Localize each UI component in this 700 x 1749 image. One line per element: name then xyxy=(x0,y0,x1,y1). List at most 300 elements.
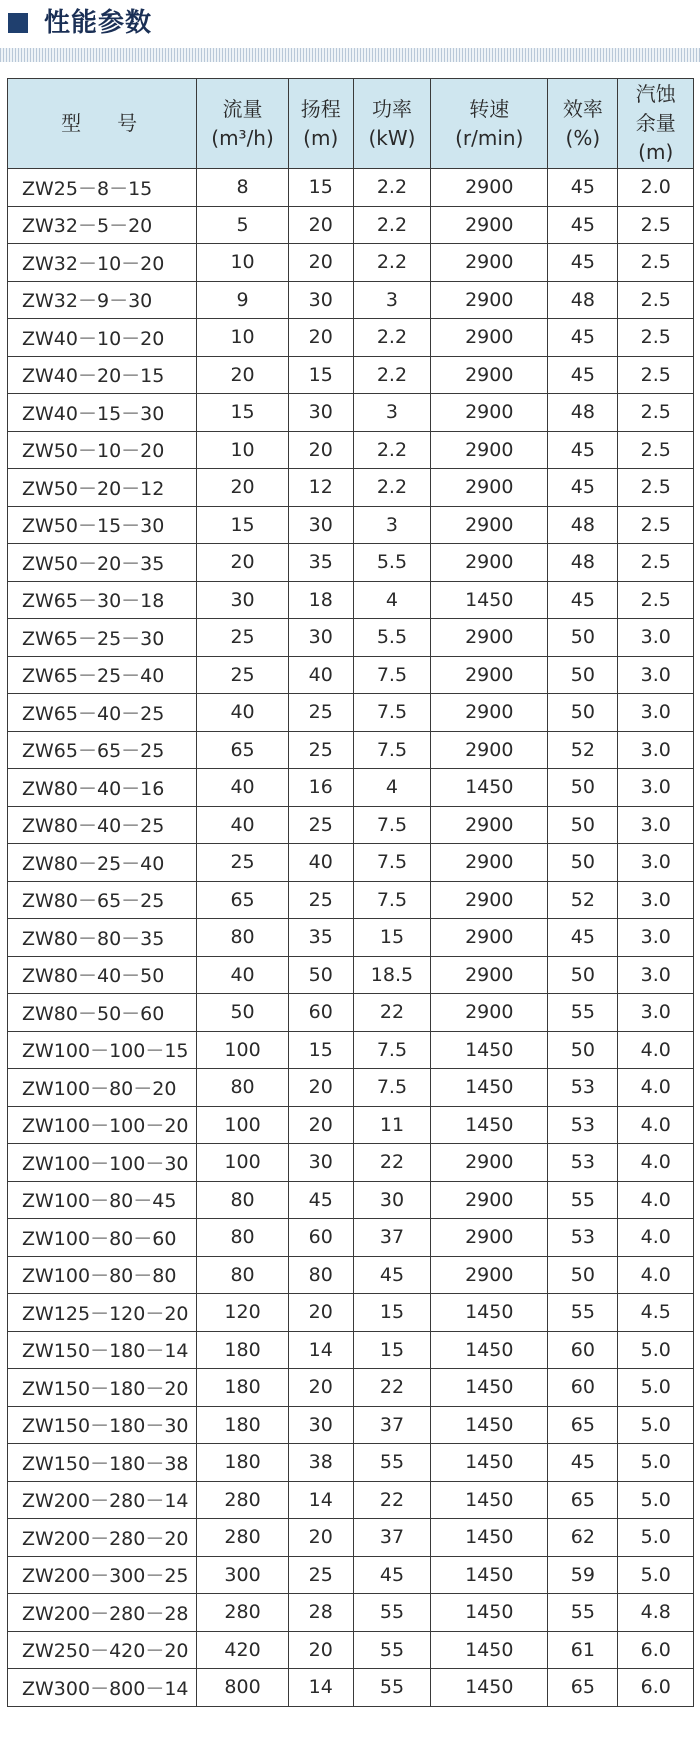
cell-power: 22 xyxy=(353,994,431,1032)
cell-power: 22 xyxy=(353,1369,431,1407)
cell-power: 55 xyxy=(353,1594,431,1632)
cell-model: ZW150－180－30 xyxy=(8,1406,197,1444)
cell-npsh: 5.0 xyxy=(618,1406,694,1444)
cell-efficiency: 53 xyxy=(548,1069,618,1107)
cell-model: ZW80－65－25 xyxy=(8,881,197,919)
cell-npsh: 5.0 xyxy=(618,1556,694,1594)
table-row xyxy=(8,1069,694,1107)
header-power-line: (kW) xyxy=(368,125,416,150)
cell-speed: 1450 xyxy=(431,1331,548,1369)
cell-flow: 65 xyxy=(197,731,288,769)
cell-head: 50 xyxy=(288,956,353,994)
cell-power: 18.5 xyxy=(353,956,431,994)
cell-flow: 280 xyxy=(197,1519,288,1557)
cell-efficiency: 65 xyxy=(548,1481,618,1519)
table-row xyxy=(8,356,694,394)
cell-efficiency: 45 xyxy=(548,244,618,282)
cell-efficiency: 50 xyxy=(548,769,618,807)
header-speed-line: (r/min) xyxy=(455,125,524,150)
cell-efficiency: 45 xyxy=(548,581,618,619)
cell-power: 2.2 xyxy=(353,169,431,207)
cell-model: ZW150－180－20 xyxy=(8,1369,197,1407)
cell-power: 7.5 xyxy=(353,694,431,732)
cell-efficiency: 50 xyxy=(548,619,618,657)
cell-head: 25 xyxy=(288,806,353,844)
header-npsh-line: (m) xyxy=(638,140,674,164)
table-row xyxy=(8,1556,694,1594)
cell-speed: 2900 xyxy=(431,169,548,207)
header-speed-line: 转速 xyxy=(469,96,510,121)
cell-speed: 2900 xyxy=(431,919,548,957)
cell-model: ZW200－280－14 xyxy=(8,1481,197,1519)
cell-model: ZW150－180－38 xyxy=(8,1444,197,1482)
cell-head: 20 xyxy=(288,319,353,357)
cell-flow: 180 xyxy=(197,1331,288,1369)
cell-efficiency: 62 xyxy=(548,1519,618,1557)
table-row xyxy=(8,1631,694,1669)
cell-head: 20 xyxy=(288,1294,353,1332)
cell-head: 14 xyxy=(288,1481,353,1519)
cell-efficiency: 50 xyxy=(548,694,618,732)
cell-flow: 20 xyxy=(197,469,288,507)
cell-npsh: 3.0 xyxy=(618,806,694,844)
cell-model: ZW50－20－35 xyxy=(8,544,197,582)
cell-head: 20 xyxy=(288,431,353,469)
cell-speed: 1450 xyxy=(431,1444,548,1482)
header-flow xyxy=(197,79,288,169)
table-row xyxy=(8,469,694,507)
cell-flow: 30 xyxy=(197,581,288,619)
table-row xyxy=(8,619,694,657)
cell-power: 55 xyxy=(353,1631,431,1669)
cell-speed: 2900 xyxy=(431,431,548,469)
table-row xyxy=(8,956,694,994)
cell-model: ZW65－30－18 xyxy=(8,581,197,619)
cell-npsh: 2.5 xyxy=(618,206,694,244)
cell-npsh: 2.5 xyxy=(618,431,694,469)
cell-head: 20 xyxy=(288,1106,353,1144)
cell-efficiency: 52 xyxy=(548,731,618,769)
table-row xyxy=(8,994,694,1032)
cell-efficiency: 55 xyxy=(548,1594,618,1632)
cell-flow: 100 xyxy=(197,1144,288,1182)
header-model xyxy=(8,79,197,169)
header-head xyxy=(288,79,353,169)
cell-power: 2.2 xyxy=(353,244,431,282)
cell-model: ZW100－80－80 xyxy=(8,1256,197,1294)
cell-speed: 2900 xyxy=(431,994,548,1032)
cell-flow: 5 xyxy=(197,206,288,244)
cell-speed: 1450 xyxy=(431,1481,548,1519)
table-header xyxy=(8,79,694,169)
table-row xyxy=(8,694,694,732)
cell-power: 7.5 xyxy=(353,844,431,882)
cell-model: ZW100－80－60 xyxy=(8,1219,197,1257)
cell-efficiency: 59 xyxy=(548,1556,618,1594)
cell-model: ZW40－15－30 xyxy=(8,394,197,432)
cell-speed: 2900 xyxy=(431,1144,548,1182)
header-model-line: 型号 xyxy=(61,111,174,135)
cell-flow: 15 xyxy=(197,506,288,544)
cell-model: ZW50－20－12 xyxy=(8,469,197,507)
table-row xyxy=(8,431,694,469)
cell-efficiency: 48 xyxy=(548,544,618,582)
cell-efficiency: 45 xyxy=(548,206,618,244)
cell-speed: 1450 xyxy=(431,1556,548,1594)
cell-efficiency: 60 xyxy=(548,1369,618,1407)
cell-head: 30 xyxy=(288,619,353,657)
cell-head: 15 xyxy=(288,169,353,207)
cell-head: 38 xyxy=(288,1444,353,1482)
cell-flow: 15 xyxy=(197,394,288,432)
cell-npsh: 2.5 xyxy=(618,469,694,507)
cell-power: 37 xyxy=(353,1519,431,1557)
table-row xyxy=(8,1519,694,1557)
cell-power: 4 xyxy=(353,769,431,807)
cell-npsh: 4.5 xyxy=(618,1294,694,1332)
cell-npsh: 3.0 xyxy=(618,844,694,882)
cell-efficiency: 53 xyxy=(548,1219,618,1257)
cell-head: 45 xyxy=(288,1181,353,1219)
cell-model: ZW50－10－20 xyxy=(8,431,197,469)
header-power xyxy=(353,79,431,169)
cell-speed: 2900 xyxy=(431,356,548,394)
cell-speed: 1450 xyxy=(431,1631,548,1669)
cell-model: ZW100－80－20 xyxy=(8,1069,197,1107)
cell-npsh: 5.0 xyxy=(618,1369,694,1407)
cell-npsh: 5.0 xyxy=(618,1444,694,1482)
header-speed xyxy=(431,79,548,169)
cell-head: 25 xyxy=(288,731,353,769)
cell-efficiency: 45 xyxy=(548,319,618,357)
cell-power: 2.2 xyxy=(353,206,431,244)
cell-efficiency: 55 xyxy=(548,1181,618,1219)
cell-head: 30 xyxy=(288,1406,353,1444)
cell-npsh: 2.5 xyxy=(618,581,694,619)
table-row xyxy=(8,544,694,582)
cell-npsh: 5.0 xyxy=(618,1481,694,1519)
cell-speed: 1450 xyxy=(431,1106,548,1144)
cell-speed: 2900 xyxy=(431,244,548,282)
cell-power: 2.2 xyxy=(353,319,431,357)
cell-npsh: 4.0 xyxy=(618,1181,694,1219)
table-row xyxy=(8,169,694,207)
cell-head: 15 xyxy=(288,1031,353,1069)
cell-power: 2.2 xyxy=(353,469,431,507)
cell-power: 2.2 xyxy=(353,431,431,469)
cell-npsh: 2.5 xyxy=(618,506,694,544)
square-bullet-icon xyxy=(8,13,28,33)
cell-head: 35 xyxy=(288,544,353,582)
cell-speed: 2900 xyxy=(431,844,548,882)
cell-npsh: 2.5 xyxy=(618,281,694,319)
cell-flow: 10 xyxy=(197,319,288,357)
cell-power: 3 xyxy=(353,506,431,544)
cell-npsh: 3.0 xyxy=(618,619,694,657)
cell-speed: 1450 xyxy=(431,1594,548,1632)
cell-head: 18 xyxy=(288,581,353,619)
cell-efficiency: 45 xyxy=(548,469,618,507)
cell-flow: 180 xyxy=(197,1369,288,1407)
cell-efficiency: 50 xyxy=(548,956,618,994)
cell-head: 60 xyxy=(288,1219,353,1257)
cell-head: 20 xyxy=(288,1369,353,1407)
cell-head: 20 xyxy=(288,244,353,282)
cell-efficiency: 60 xyxy=(548,1331,618,1369)
cell-npsh: 3.0 xyxy=(618,881,694,919)
cell-npsh: 5.0 xyxy=(618,1519,694,1557)
cell-npsh: 4.0 xyxy=(618,1069,694,1107)
cell-efficiency: 45 xyxy=(548,919,618,957)
header-efficiency-line: (%) xyxy=(565,125,601,150)
cell-power: 22 xyxy=(353,1481,431,1519)
cell-efficiency: 55 xyxy=(548,994,618,1032)
table-row xyxy=(8,1031,694,1069)
cell-power: 15 xyxy=(353,1294,431,1332)
cell-power: 7.5 xyxy=(353,656,431,694)
table-row xyxy=(8,1256,694,1294)
cell-speed: 2900 xyxy=(431,469,548,507)
cell-speed: 2900 xyxy=(431,806,548,844)
cell-efficiency: 50 xyxy=(548,1031,618,1069)
cell-npsh: 4.0 xyxy=(618,1144,694,1182)
cell-power: 11 xyxy=(353,1106,431,1144)
table-row xyxy=(8,1106,694,1144)
cell-head: 15 xyxy=(288,356,353,394)
table-row xyxy=(8,1219,694,1257)
table-row xyxy=(8,1331,694,1369)
cell-head: 30 xyxy=(288,1144,353,1182)
cell-speed: 2900 xyxy=(431,731,548,769)
cell-flow: 50 xyxy=(197,994,288,1032)
cell-efficiency: 45 xyxy=(548,431,618,469)
table-body xyxy=(8,169,694,1707)
cell-power: 3 xyxy=(353,281,431,319)
table-row xyxy=(8,1444,694,1482)
cell-model: ZW65－25－40 xyxy=(8,656,197,694)
performance-table xyxy=(7,78,694,1707)
cell-head: 20 xyxy=(288,1631,353,1669)
cell-flow: 80 xyxy=(197,1181,288,1219)
cell-npsh: 3.0 xyxy=(618,919,694,957)
cell-flow: 120 xyxy=(197,1294,288,1332)
cell-power: 37 xyxy=(353,1406,431,1444)
cell-power: 7.5 xyxy=(353,1031,431,1069)
cell-head: 40 xyxy=(288,656,353,694)
cell-power: 7.5 xyxy=(353,881,431,919)
cell-npsh: 3.0 xyxy=(618,769,694,807)
table-row xyxy=(8,769,694,807)
cell-flow: 180 xyxy=(197,1444,288,1482)
cell-flow: 300 xyxy=(197,1556,288,1594)
cell-power: 3 xyxy=(353,394,431,432)
table-row xyxy=(8,1294,694,1332)
cell-npsh: 2.5 xyxy=(618,544,694,582)
cell-model: ZW40－10－20 xyxy=(8,319,197,357)
cell-speed: 2900 xyxy=(431,1219,548,1257)
cell-flow: 80 xyxy=(197,919,288,957)
cell-npsh: 3.0 xyxy=(618,994,694,1032)
cell-efficiency: 50 xyxy=(548,844,618,882)
cell-speed: 1450 xyxy=(431,1519,548,1557)
cell-flow: 25 xyxy=(197,619,288,657)
cell-head: 14 xyxy=(288,1669,353,1707)
cell-flow: 25 xyxy=(197,844,288,882)
cell-flow: 800 xyxy=(197,1669,288,1707)
table-row xyxy=(8,1594,694,1632)
header-head-line: (m) xyxy=(303,125,339,150)
cell-power: 55 xyxy=(353,1669,431,1707)
cell-efficiency: 48 xyxy=(548,506,618,544)
cell-speed: 2900 xyxy=(431,206,548,244)
cell-npsh: 6.0 xyxy=(618,1669,694,1707)
table-row xyxy=(8,1669,694,1707)
cell-efficiency: 55 xyxy=(548,1294,618,1332)
cell-power: 5.5 xyxy=(353,544,431,582)
header-npsh-line: 汽蚀 xyxy=(635,82,676,106)
cell-flow: 280 xyxy=(197,1594,288,1632)
cell-npsh: 2.5 xyxy=(618,356,694,394)
table-row xyxy=(8,1406,694,1444)
cell-model: ZW100－100－30 xyxy=(8,1144,197,1182)
cell-flow: 10 xyxy=(197,431,288,469)
cell-npsh: 4.8 xyxy=(618,1594,694,1632)
cell-flow: 80 xyxy=(197,1219,288,1257)
cell-model: ZW65－40－25 xyxy=(8,694,197,732)
cell-flow: 10 xyxy=(197,244,288,282)
cell-flow: 20 xyxy=(197,356,288,394)
cell-flow: 25 xyxy=(197,656,288,694)
cell-flow: 20 xyxy=(197,544,288,582)
cell-head: 40 xyxy=(288,844,353,882)
cell-head: 35 xyxy=(288,919,353,957)
table-row xyxy=(8,1369,694,1407)
header-efficiency-line: 效率 xyxy=(562,96,603,121)
cell-npsh: 6.0 xyxy=(618,1631,694,1669)
cell-head: 12 xyxy=(288,469,353,507)
header-head-line: 扬程 xyxy=(300,96,341,121)
cell-head: 20 xyxy=(288,1519,353,1557)
cell-speed: 2900 xyxy=(431,319,548,357)
cell-model: ZW200－300－25 xyxy=(8,1556,197,1594)
cell-npsh: 4.0 xyxy=(618,1256,694,1294)
cell-speed: 2900 xyxy=(431,956,548,994)
cell-power: 15 xyxy=(353,1331,431,1369)
cell-power: 55 xyxy=(353,1444,431,1482)
table-row xyxy=(8,1181,694,1219)
cell-model: ZW125－120－20 xyxy=(8,1294,197,1332)
cell-efficiency: 50 xyxy=(548,806,618,844)
cell-model: ZW32－9－30 xyxy=(8,281,197,319)
cell-power: 45 xyxy=(353,1256,431,1294)
cell-head: 30 xyxy=(288,506,353,544)
cell-flow: 40 xyxy=(197,694,288,732)
table-row xyxy=(8,206,694,244)
table-row xyxy=(8,394,694,432)
cell-power: 37 xyxy=(353,1219,431,1257)
header-power-line: 功率 xyxy=(371,96,412,121)
cell-head: 25 xyxy=(288,881,353,919)
cell-model: ZW32－5－20 xyxy=(8,206,197,244)
cell-head: 60 xyxy=(288,994,353,1032)
cell-model: ZW32－10－20 xyxy=(8,244,197,282)
cell-speed: 1450 xyxy=(431,1406,548,1444)
table-row xyxy=(8,506,694,544)
cell-model: ZW100－100－15 xyxy=(8,1031,197,1069)
table-row xyxy=(8,881,694,919)
cell-npsh: 4.0 xyxy=(618,1106,694,1144)
cell-npsh: 3.0 xyxy=(618,694,694,732)
cell-power: 5.5 xyxy=(353,619,431,657)
cell-flow: 40 xyxy=(197,956,288,994)
header-flow-line: (m³/h) xyxy=(211,125,274,150)
cell-head: 25 xyxy=(288,1556,353,1594)
cell-model: ZW200－280－28 xyxy=(8,1594,197,1632)
cell-head: 14 xyxy=(288,1331,353,1369)
cell-head: 20 xyxy=(288,1069,353,1107)
cell-speed: 1450 xyxy=(431,1031,548,1069)
cell-flow: 9 xyxy=(197,281,288,319)
cell-model: ZW80－80－35 xyxy=(8,919,197,957)
cell-flow: 420 xyxy=(197,1631,288,1669)
table-row xyxy=(8,244,694,282)
cell-model: ZW65－65－25 xyxy=(8,731,197,769)
cell-speed: 1450 xyxy=(431,769,548,807)
cell-head: 20 xyxy=(288,206,353,244)
cell-npsh: 5.0 xyxy=(618,1331,694,1369)
cell-flow: 40 xyxy=(197,769,288,807)
table-row xyxy=(8,731,694,769)
cell-power: 45 xyxy=(353,1556,431,1594)
table-row xyxy=(8,1144,694,1182)
table-row xyxy=(8,844,694,882)
cell-head: 30 xyxy=(288,281,353,319)
cell-efficiency: 53 xyxy=(548,1106,618,1144)
cell-efficiency: 61 xyxy=(548,1631,618,1669)
header-npsh xyxy=(618,79,694,169)
cell-npsh: 3.0 xyxy=(618,956,694,994)
cell-speed: 2900 xyxy=(431,656,548,694)
cell-speed: 1450 xyxy=(431,1069,548,1107)
cell-efficiency: 53 xyxy=(548,1144,618,1182)
cell-flow: 65 xyxy=(197,881,288,919)
cell-model: ZW80－40－25 xyxy=(8,806,197,844)
cell-model: ZW200－280－20 xyxy=(8,1519,197,1557)
cell-model: ZW80－25－40 xyxy=(8,844,197,882)
cell-head: 16 xyxy=(288,769,353,807)
cell-flow: 100 xyxy=(197,1031,288,1069)
cell-speed: 1450 xyxy=(431,1669,548,1707)
cell-model: ZW300－800－14 xyxy=(8,1669,197,1707)
cell-model: ZW80－40－16 xyxy=(8,769,197,807)
cell-model: ZW80－40－50 xyxy=(8,956,197,994)
cell-head: 25 xyxy=(288,694,353,732)
cell-model: ZW40－20－15 xyxy=(8,356,197,394)
header-row xyxy=(8,79,694,169)
cell-npsh: 3.0 xyxy=(618,731,694,769)
cell-npsh: 2.5 xyxy=(618,394,694,432)
cell-speed: 2900 xyxy=(431,881,548,919)
cell-flow: 100 xyxy=(197,1106,288,1144)
header-npsh-line: 余量 xyxy=(635,111,676,135)
cell-model: ZW65－25－30 xyxy=(8,619,197,657)
cell-efficiency: 45 xyxy=(548,1444,618,1482)
table-row xyxy=(8,656,694,694)
cell-speed: 1450 xyxy=(431,1369,548,1407)
table-row xyxy=(8,319,694,357)
cell-model: ZW25－8－15 xyxy=(8,169,197,207)
cell-power: 22 xyxy=(353,1144,431,1182)
